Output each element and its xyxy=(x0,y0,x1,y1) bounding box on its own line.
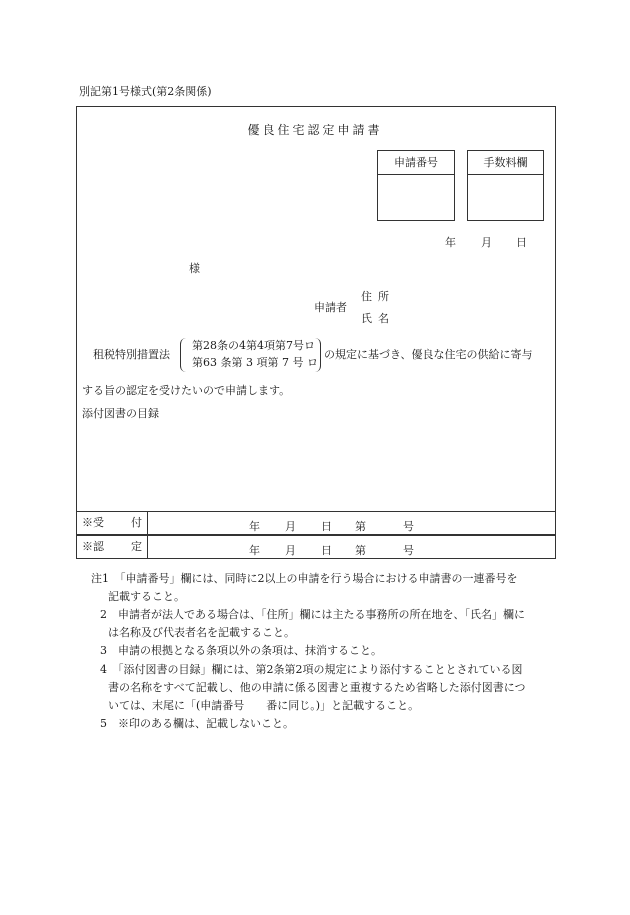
receipt-month: 月 xyxy=(285,520,296,533)
note-line: 書の名称をすべて記載し、他の申請に係る図書と重複するため省略した添付図書につ xyxy=(108,681,526,694)
address-label: 住所 xyxy=(361,290,395,303)
attachments-label: 添付図書の目録 xyxy=(82,407,159,420)
approval-row xyxy=(76,535,556,559)
note-line: 3 申請の根拠となる条項以外の条項は、抹消すること。 xyxy=(100,644,382,657)
date-day-label: 日 xyxy=(516,236,527,249)
article-option-b: 第63 条第 3 項第 7 号 ロ xyxy=(192,356,318,369)
receipt-row xyxy=(76,511,556,535)
note-line: は名称及び代表者名を記載すること。 xyxy=(108,626,295,639)
right-brace xyxy=(312,338,321,372)
receipt-label xyxy=(77,512,148,534)
name-label: 氏名 xyxy=(361,312,395,325)
article-option-a: 第28条の4第4項第7号ロ xyxy=(192,339,315,352)
application-number-box xyxy=(377,150,455,221)
note-line: 5 ※印のある欄は、記載しないこと。 xyxy=(100,717,294,730)
note-line: 4 「添付図書の目録」欄には、第2条第2項の規定により添付することとされている図 xyxy=(100,663,523,676)
note-line: いては、末尾に「(申請番号 番に同じ。)」と記載すること。 xyxy=(108,699,420,712)
fee-box xyxy=(467,150,544,221)
receipt-mark: ※受 xyxy=(82,516,104,529)
receipt-year: 年 xyxy=(249,520,260,533)
addressee-suffix: 様 xyxy=(189,262,200,275)
left-brace xyxy=(180,338,189,372)
receipt-number-prefix: 第 xyxy=(355,520,366,533)
approval-mark: ※認 xyxy=(82,540,104,553)
form-caption: 別記第1号様式(第2条関係) xyxy=(79,85,212,98)
note-line: 注1 「申請番号」欄には、同時に2以上の申請を行う場合における申請書の一連番号を xyxy=(91,572,518,585)
approval-year: 年 xyxy=(249,544,260,557)
fee-label: 手数料欄 xyxy=(468,151,543,175)
approval-day: 日 xyxy=(321,544,332,557)
approval-number-prefix: 第 xyxy=(355,544,366,557)
statement-line-2: する旨の認定を受けたいので申請します。 xyxy=(82,384,291,397)
approval-month: 月 xyxy=(285,544,296,557)
date-year-label: 年 xyxy=(445,236,456,249)
application-number-label: 申請番号 xyxy=(378,151,454,175)
approval-number-suffix: 号 xyxy=(403,544,414,557)
applicant-label: 申請者 xyxy=(314,301,347,314)
note-line: 記載すること。 xyxy=(108,590,185,603)
receipt-mark-tail: 付 xyxy=(131,516,142,529)
statement-line-1: の規定に基づき、優良な住宅の供給に寄与 xyxy=(324,348,533,361)
approval-mark-tail: 定 xyxy=(131,540,142,553)
date-month-label: 月 xyxy=(481,236,492,249)
receipt-day: 日 xyxy=(321,520,332,533)
approval-label xyxy=(77,536,148,558)
receipt-number-suffix: 号 xyxy=(403,520,414,533)
form-title: 優良住宅認定申請書 xyxy=(247,123,383,137)
note-line: 2 申請者が法人である場合は、「住所」欄には主たる事務所の所在地を、「氏名」欄に xyxy=(100,608,525,621)
law-name: 租税特別措置法 xyxy=(93,348,170,361)
